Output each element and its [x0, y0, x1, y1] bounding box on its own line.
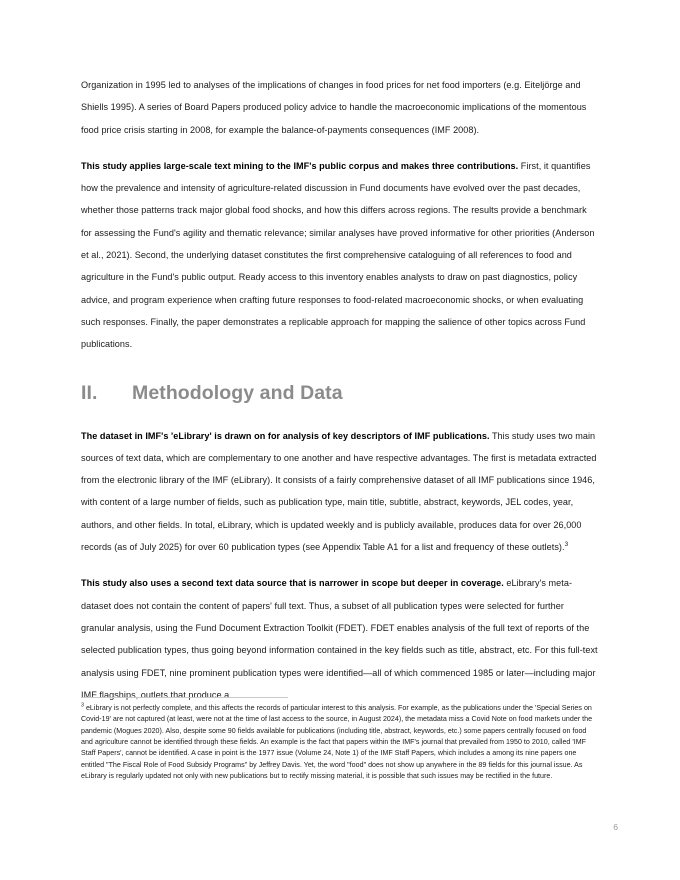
paragraph-text: This study uses two main sources of text data, which are complementary to one another and have respective advantages. The first is metadata extracted from the electronic library of the IMF (eLibrary). It consists of a fairly comprehensive dataset of all IMF publications since 1946, with content of a large number of fields, such as publication type, main title, subtitle, abstract, keywords, JEL codes, year, authors, and other fields. In total, eLibrary, which is updated weekly and is publicly available, produces data for over 26,000 records (as of July 2025) for over 60 publication types (see Appendix Table A1 for a list and frequency of these outlets). [81, 430, 597, 553]
page-number: 6 [613, 822, 618, 832]
footnote-number: 3 [81, 702, 84, 709]
footnote-separator-rule [81, 697, 288, 698]
paragraph-text: eLibrary's meta-dataset does not contain the content of papers' full text. Thus, a subset of all publication types were selected for further granular analysis, using the Fund Document Extraction Toolkit (FDET). FDET enables analysis of the full text of reports of the selected publication types, thus going beyond information contained in the key fields such as title, abstract, etc. For this full-text analysis using FDET, nine prominent publication types were identified—all of which commenced 1985 or later—including major IMF flagships, outlets that produce a [81, 578, 598, 700]
footnote-text: eLibrary is not perfectly complete, and this affects the records of particular interest to this analysis. For example, as the publications under the 'Special Series on Covid-19' are not captured (at least, were not at the time of last access to the source, in August 2024), the metadata miss a Covid Note on food markets under the pandemic (Mogues 2020). Also, despite some 90 fields available for publications (including title, abstract, keywords, etc.) some papers centrally focused on food and agriculture cannot be identified through these fields. An example is the fact that papers within the IMF's journal that prevailed from 1950 to 2010, called 'IMF Staff Papers', cannot be identified. A case in point is the 1977 issue (Volume 24, Note 1) of the IMF Staff Papers, which includes a among its nine papers one entitled "The Fiscal Role of Food Subsidy Programs" by Jeffrey Davis. Yet, the word "food" does not show up anywhere in the 89 fields for this journal issue. As eLibrary is regularly updated not only with new publications but to rectify missing material, it is possible that such issues may be rectified in the future. [81, 704, 593, 781]
paragraph-continuation: Organization in 1995 led to analyses of the implications of changes in food prices for net food importers (e.g. Eiteljörge and Shiells 1995). A series of Board Papers produced policy advice to handle the macroeconomic implications of the momentous food price crisis starting in 2008, for example the balance-of-payments consequences (IMF 2008). [81, 80, 587, 135]
paragraph-dataset-elibrary [81, 425, 599, 559]
paragraph-second-data-source [81, 572, 599, 706]
footnote-area [81, 697, 599, 782]
section-heading-methodology [81, 380, 599, 406]
footnote-reference-marker[interactable]: 3 [564, 541, 569, 549]
paragraph-text: First, it quantifies how the prevalence and intensity of agriculture-related discussion in Fund documents have evolved over the past decades, whether those patterns track major global food shocks, and how this differs across regions. The results provide a benchmark for assessing the Fund's agility and thematic relevance; similar analyses have proved informative for other priorities (Anderson et al., 2021). Second, the underlying dataset constitutes the first comprehensive cataloguing of all references to food and agriculture in the Fund's public output. Ready access to this inventory enables analysts to draw on past diagnostics, policy advice, and program experience when crafting future responses to food-related macroeconomic shocks, or when evaluating such responses. Finally, the paper demonstrates a replicable approach for mapping the salience of other topics across Fund publications. [81, 160, 595, 350]
footnote-3 [81, 703, 599, 782]
paragraph-lead-sentence: This study applies large-scale text mining to the IMF's public corpus and makes three contributions. [81, 160, 519, 171]
section-numeral: II. [81, 381, 98, 404]
paragraph-contributions [81, 155, 599, 356]
paragraph-lead-sentence: The dataset in IMF's 'eLibrary' is drawn on for analysis of key descriptors of IMF publications. [81, 430, 490, 441]
paragraph-lead-sentence: This study also uses a second text data source that is narrower in scope but deeper in coverage. [81, 578, 504, 589]
page-body-content [81, 74, 599, 706]
section-title: Methodology and Data [132, 381, 343, 404]
